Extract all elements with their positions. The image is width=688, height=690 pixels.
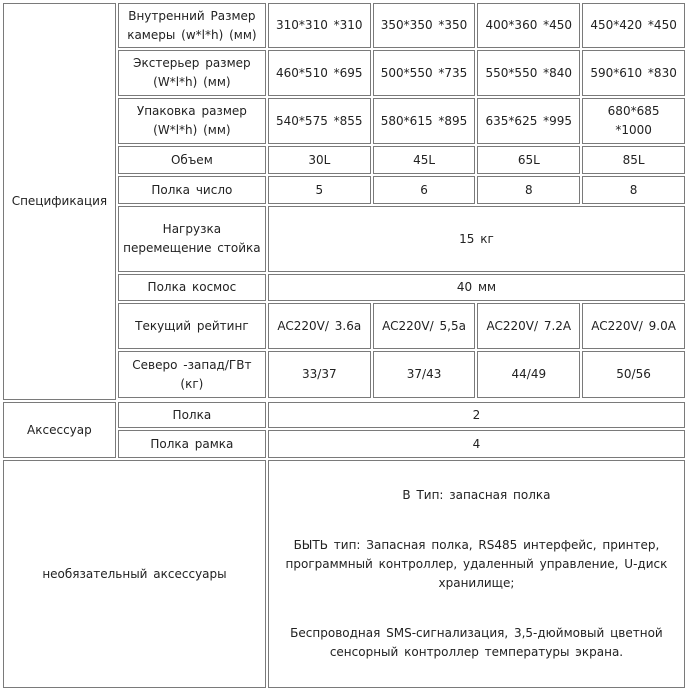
- section-label-specification: Спецификация: [3, 3, 116, 400]
- cell-value: 6: [373, 176, 476, 204]
- cell-value-acc-shelf: 2: [268, 402, 685, 428]
- row-label-inner-size: Внутренний Размер камеры (w*l*h) (мм): [118, 3, 266, 48]
- cell-value: 44/49: [477, 351, 580, 398]
- cell-value: 8: [477, 176, 580, 204]
- cell-value: AC220V/ 3.6a: [268, 303, 371, 349]
- row-label-package-size: Упаковка размер (W*l*h) (мм): [118, 98, 266, 144]
- cell-value: 500*550 *735: [373, 50, 476, 96]
- row-label-acc-shelf: Полка: [118, 402, 266, 428]
- optional-accessories-cell: [268, 460, 685, 688]
- table-row: [3, 460, 685, 688]
- row-label-load: Нагрузка перемещение стойка: [118, 206, 266, 272]
- cell-value: 310*310 *310: [268, 3, 371, 48]
- cell-value: 33/37: [268, 351, 371, 398]
- specification-table: [1, 1, 687, 690]
- cell-value: 550*550 *840: [477, 50, 580, 96]
- cell-value-shelf-space: 40 мм: [268, 274, 685, 301]
- row-label-acc-frame: Полка рамка: [118, 430, 266, 458]
- cell-value: 50/56: [582, 351, 685, 398]
- table-row: [3, 402, 685, 428]
- row-label-shelf-count: Полка число: [118, 176, 266, 204]
- cell-value: 5: [268, 176, 371, 204]
- cell-value: 30L: [268, 146, 371, 174]
- cell-value: 635*625 *995: [477, 98, 580, 144]
- cell-value: AC220V/ 5,5a: [373, 303, 476, 349]
- cell-value: AC220V/ 9.0A: [582, 303, 685, 349]
- cell-value: AC220V/ 7.2A: [477, 303, 580, 349]
- row-label-current: Текущий рейтинг: [118, 303, 266, 349]
- cell-value: 450*420 *450: [582, 3, 685, 48]
- section-label-accessory: Аксессуар: [3, 402, 116, 458]
- row-label-weight: Северо -запад/ГВт (кг): [118, 351, 266, 398]
- cell-value: 680*685 *1000: [582, 98, 685, 144]
- cell-value: 540*575 *855: [268, 98, 371, 144]
- cell-value: 460*510 *695: [268, 50, 371, 96]
- cell-value: 580*615 *895: [373, 98, 476, 144]
- cell-value: 65L: [477, 146, 580, 174]
- cell-value: 350*350 *350: [373, 3, 476, 48]
- cell-value: 85L: [582, 146, 685, 174]
- section-label-optional: необязательный аксессуары: [3, 460, 266, 688]
- optional-line-be-type: БЫТЬ тип: Запасная полка, RS485 интерфейс, принтер, программный контроллер, удаленный управление, U-диск хранилище;: [285, 538, 668, 590]
- cell-value: 37/43: [373, 351, 476, 398]
- cell-value: 45L: [373, 146, 476, 174]
- cell-value: 400*360 *450: [477, 3, 580, 48]
- cell-value-acc-frame: 4: [268, 430, 685, 458]
- row-label-volume: Объем: [118, 146, 266, 174]
- cell-value-load: 15 кг: [268, 206, 685, 272]
- table-row: [3, 3, 685, 48]
- row-label-exterior-size: Экстерьер размер (W*l*h) (мм): [118, 50, 266, 96]
- row-label-shelf-space: Полка космос: [118, 274, 266, 301]
- cell-value: 8: [582, 176, 685, 204]
- optional-line-wireless: Беспроводная SMS-сигнализация, 3,5-дюймовый цветной сенсорный контроллер температуры экрана.: [290, 626, 663, 659]
- optional-line-b-type: В Тип: запасная полка: [402, 488, 551, 502]
- cell-value: 590*610 *830: [582, 50, 685, 96]
